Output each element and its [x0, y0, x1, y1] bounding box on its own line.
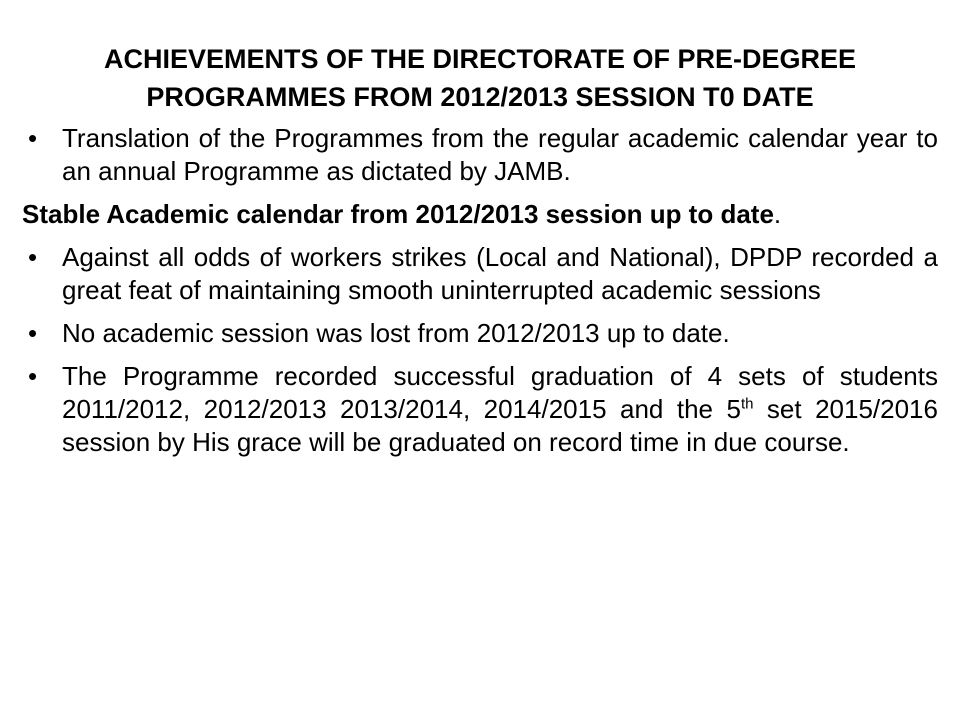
slide-title: [22, 40, 938, 116]
stable-calendar-bold-text: Stable Academic calendar from 2012/2013 session up to date: [22, 199, 774, 229]
bullet-icon: •: [28, 123, 38, 153]
slide-body: [22, 122, 938, 459]
bullet-text: Against all odds of workers strikes (Local and National), DPDP recorded a great feat of maintaining smooth uninterrupted academic sessions: [62, 242, 938, 305]
stable-calendar-period: .: [773, 199, 782, 229]
title-line-1: ACHIEVEMENTS OF THE DIRECTORATE OF PRE-DEGREE: [103, 44, 857, 74]
bullet-item-no-session-lost: [22, 317, 938, 350]
bullet-text: Translation of the Programmes from the regular academic calendar year to an annual Programme as dictated by JAMB.: [62, 123, 938, 186]
bullet-item-graduation: [22, 360, 938, 459]
title-line-2: PROGRAMMES FROM 2012/2013 SESSION T0 DATE: [146, 82, 814, 112]
graduation-text-part-2: set 2015/2016 session by His grace will be graduated on record time in due course.: [62, 394, 938, 457]
bullet-icon: •: [28, 318, 38, 348]
bullet-text: No academic session was lost from 2012/2013 up to date.: [62, 318, 730, 348]
stable-calendar-statement: [22, 198, 938, 231]
bullet-item-translation: [22, 122, 938, 188]
bullet-icon: •: [28, 242, 38, 272]
graduation-text-part-1: The Programme recorded successful graduation of 4 sets of students 2011/2012, 2012/2013 2013/2014, 2014/2015 and the 5: [62, 361, 938, 424]
bullet-text: [62, 361, 938, 457]
bullet-item-strikes: [22, 241, 938, 307]
ordinal-suffix: th: [740, 395, 754, 413]
bullet-icon: •: [28, 361, 38, 391]
